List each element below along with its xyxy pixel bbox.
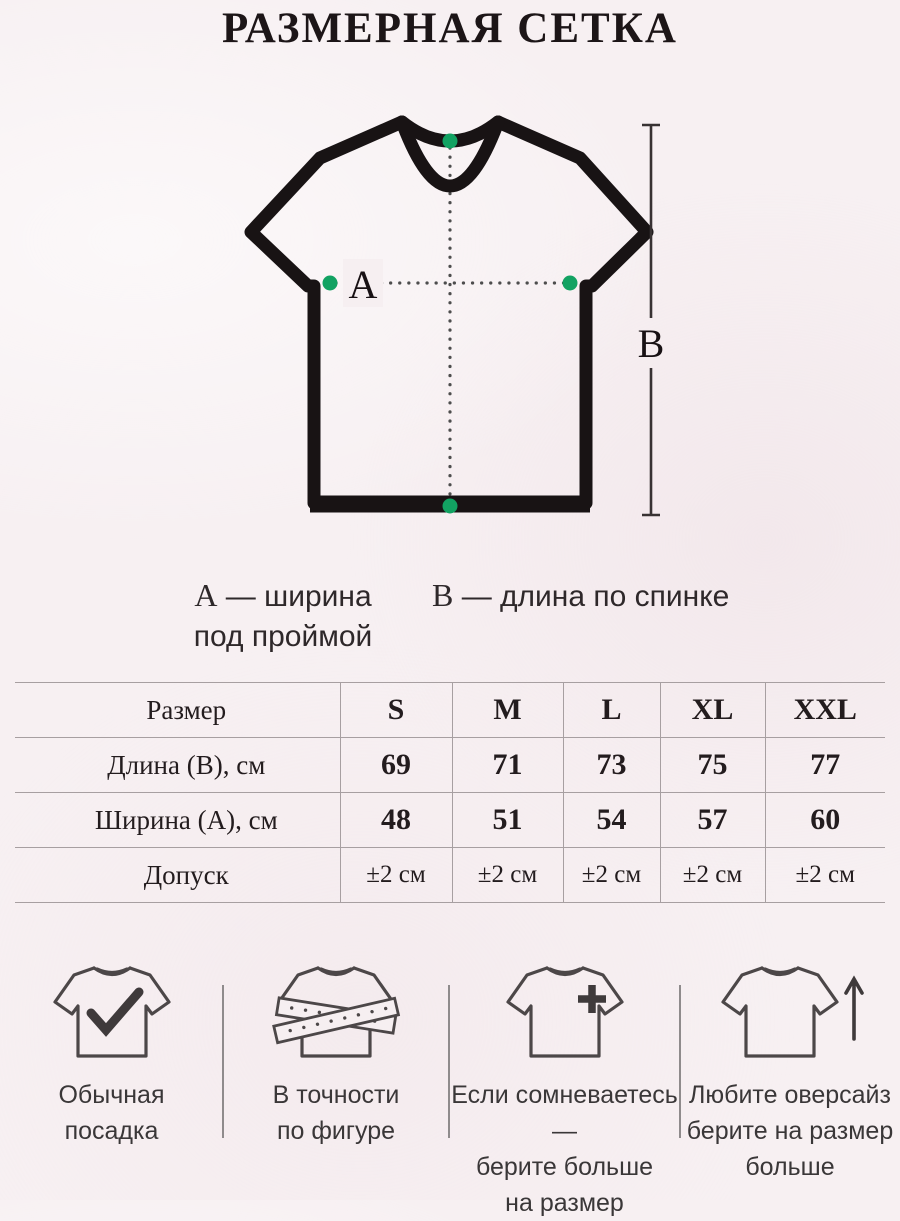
legend-width-line2: под проймой — [193, 620, 373, 653]
tolerance-value: ±2 см — [563, 848, 660, 903]
measurement-dot-left-armpit — [323, 276, 338, 291]
table-header-row — [15, 683, 885, 738]
tolerance-value: ±2 см — [452, 848, 563, 903]
size-table-section — [15, 682, 885, 903]
tshirt-plus-icon — [500, 958, 630, 1065]
size-table — [15, 682, 885, 903]
header-size-xxl: XXL — [765, 683, 885, 738]
legend-width-line1 — [168, 575, 398, 617]
tshirt-measurement-diagram — [230, 100, 680, 540]
tshirt-check-icon — [47, 958, 177, 1065]
tolerance-value: ±2 см — [660, 848, 765, 903]
table-row-length — [15, 738, 885, 793]
width-value: 48 — [340, 793, 452, 848]
length-value: 73 — [563, 738, 660, 793]
legend-width — [168, 575, 398, 657]
width-value: 51 — [452, 793, 563, 848]
fit-guide-divider — [448, 985, 450, 1138]
tolerance-value: ±2 см — [340, 848, 452, 903]
legend-length — [432, 575, 832, 617]
width-value: 60 — [765, 793, 885, 848]
fit-item-doubt — [449, 958, 680, 1221]
length-value: 75 — [660, 738, 765, 793]
fit-guide-divider — [679, 985, 681, 1138]
fit-caption: Обычная посадка — [58, 1081, 165, 1145]
length-value: 77 — [765, 738, 885, 793]
tshirt-arrow-icon — [715, 958, 865, 1065]
diagram-label-a: А — [348, 262, 378, 307]
fit-item-exact — [223, 958, 449, 1221]
length-value: 71 — [452, 738, 563, 793]
legend-letter-a: А — [194, 577, 218, 613]
legend-length-text: длина по спинке — [500, 580, 730, 613]
fit-item-regular — [0, 958, 223, 1221]
length-value: 69 — [340, 738, 452, 793]
legend-dash: — — [461, 580, 492, 613]
header-size-s: S — [340, 683, 452, 738]
row-label-width: Ширина (А), см — [94, 804, 278, 835]
header-size-l: L — [563, 683, 660, 738]
diagram-label-b: В — [637, 321, 665, 366]
fit-caption: В точности по фигуре — [272, 1081, 400, 1145]
fit-guide-divider — [222, 985, 224, 1138]
tshirt-tape-icon — [271, 958, 401, 1065]
header-size-m: M — [452, 683, 563, 738]
fit-guide — [0, 958, 900, 1221]
header-size-xl: XL — [660, 683, 765, 738]
legend-dash: — — [225, 580, 256, 613]
tolerance-value: ±2 см — [765, 848, 885, 903]
width-value: 54 — [563, 793, 660, 848]
legend-width-text: ширина — [264, 580, 372, 613]
measurement-dot-right-armpit — [563, 276, 578, 291]
table-row-tolerance — [15, 848, 885, 903]
legend-letter-b: В — [432, 577, 454, 613]
page-title: РАЗМЕРНАЯ СЕТКА — [222, 5, 678, 52]
row-label-tolerance: Допуск — [143, 859, 229, 890]
fit-caption: Любите оверсайз берите на размер больше — [686, 1081, 894, 1181]
header-size-label: Размер — [146, 694, 227, 725]
width-value: 57 — [660, 793, 765, 848]
measurement-dot-bottom — [443, 499, 458, 514]
measurement-dot-collar — [443, 134, 458, 149]
fit-caption: Если сомневаетесь — берите больше на размер — [451, 1081, 678, 1217]
row-label-length: Длина (В), см — [107, 749, 266, 780]
table-row-width — [15, 793, 885, 848]
fit-item-oversize — [680, 958, 900, 1221]
